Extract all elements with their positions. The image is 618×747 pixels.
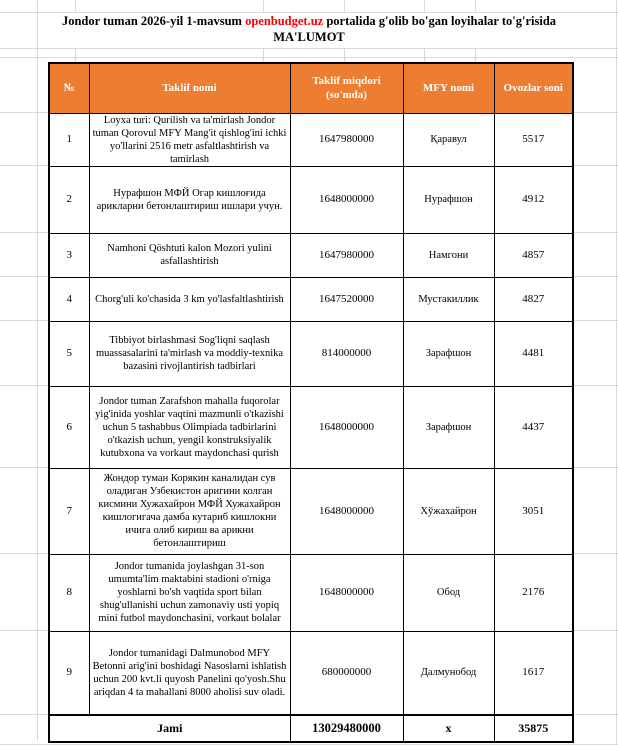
votes-cell: 1617 xyxy=(494,631,573,715)
gridline xyxy=(572,165,618,166)
gridline xyxy=(0,57,618,58)
title-line1 xyxy=(0,13,618,29)
amount-cell: 1648000000 xyxy=(290,554,403,631)
gridline xyxy=(344,48,345,62)
table-row xyxy=(49,554,573,631)
amount-cell: 1647980000 xyxy=(290,233,403,277)
amount-cell: 1648000000 xyxy=(290,166,403,233)
proposal-name-cell: Loyxa turi: Qurilish va ta'mirlash Jondor tuman Qorovul MFY Mang'it qishlog'ini ichki yo'llarini 2516 metr asfaltlashtirish va tamirlash xyxy=(89,113,290,166)
proposal-name-cell: Jondor tumanida joylashgan 31-son umumta'lim maktabini stadioni o'rniga yoshlarni bo'sh vaqtida sport bilan shug'ullanishi uchun zamonaviy usti yopiq mini futbol maydonchasini, vorkaut bolalar xyxy=(89,554,290,631)
amount-cell: 680000000 xyxy=(290,631,403,715)
title-line2: MA'LUMOT xyxy=(273,30,345,44)
gridline xyxy=(0,467,48,468)
row-number-cell: 3 xyxy=(49,233,89,277)
votes-cell: 5517 xyxy=(494,113,573,166)
amount-cell: 814000000 xyxy=(290,321,403,386)
total-mfy-cell: x xyxy=(403,715,494,742)
row-number-cell: 2 xyxy=(49,166,89,233)
table-header-row xyxy=(49,63,573,113)
votes-cell: 2176 xyxy=(494,554,573,631)
gridline xyxy=(263,0,264,12)
proposal-name-cell: Нурафшон МФЙ Огар кишлоғида арикларни бетонлаштириш ишлари учун. xyxy=(89,166,290,233)
header-no: № xyxy=(49,63,89,113)
proposal-name-cell: Жондор туман Корякин каналидан сув оладиган Узбекистон аригини колган кисмини Хужахайрон МФЙ Хужахайрон кишлогигача дамба кутариб кишлокни ичига олиб кириш ва арикни бетонлаштириш xyxy=(89,468,290,554)
proposal-name-cell: Chorg'uli ko'chasida 3 km yo'lasfaltlashtirish xyxy=(89,277,290,321)
total-label-cell: Jami xyxy=(49,715,290,742)
total-row xyxy=(49,715,573,742)
table-row xyxy=(49,233,573,277)
table-row xyxy=(49,631,573,715)
table-row xyxy=(49,277,573,321)
votes-cell: 3051 xyxy=(494,468,573,554)
row-number-cell: 4 xyxy=(49,277,89,321)
gridline xyxy=(75,48,76,62)
proposal-name-cell: Namhoni Qöshtuti kalon Mozori yulini asfallashtirish xyxy=(89,233,290,277)
votes-cell: 4827 xyxy=(494,277,573,321)
table-row xyxy=(49,386,573,468)
mfy-cell: Нурафшон xyxy=(403,166,494,233)
gridline xyxy=(572,714,618,715)
gridline xyxy=(572,630,618,631)
table-row xyxy=(49,113,573,166)
mfy-cell: Мустакиллик xyxy=(403,277,494,321)
mfy-cell: Обод xyxy=(403,554,494,631)
title-part2: portalida g'olib bo'gan loyihalar to'g'risida xyxy=(323,14,557,28)
gridline xyxy=(572,320,618,321)
total-votes-cell: 35875 xyxy=(494,715,573,742)
projects-table xyxy=(48,62,574,743)
votes-cell: 4912 xyxy=(494,166,573,233)
gridline xyxy=(572,467,618,468)
proposal-name-cell: Tibbiyot birlashmasi Sog'liqni saqlash muassasalarini ta'mirlash va moddiy-texnika bazasini rivojlantirish tadbirlari xyxy=(89,321,290,386)
gridline xyxy=(0,320,48,321)
gridline xyxy=(572,276,618,277)
amount-cell: 1648000000 xyxy=(290,386,403,468)
gridline xyxy=(75,0,76,12)
gridline xyxy=(0,112,48,113)
mfy-cell: Зарафшон xyxy=(403,386,494,468)
openbudget-link-text: openbudget.uz xyxy=(245,14,324,28)
gridline xyxy=(572,232,618,233)
votes-cell: 4857 xyxy=(494,233,573,277)
gridline xyxy=(0,385,48,386)
amount-cell: 1647980000 xyxy=(290,113,403,166)
row-number-cell: 1 xyxy=(49,113,89,166)
total-amount-cell: 13029480000 xyxy=(290,715,403,742)
table-row xyxy=(49,468,573,554)
proposal-name-cell: Jondor tumanidagi Dalmunobod MFY Betonni arig'ini boshidagi Nasoslarni ishlatish uchun 200 kvt.li quyosh Panelini qo'yosh.Shu ariqdan 4 ta mahallani 8000 aholisi suv oladi. xyxy=(89,631,290,715)
gridline xyxy=(0,553,48,554)
row-number-cell: 6 xyxy=(49,386,89,468)
votes-cell: 4437 xyxy=(494,386,573,468)
votes-cell: 4481 xyxy=(494,321,573,386)
gridline xyxy=(344,0,345,12)
title-part1: Jondor tuman 2026-yil 1-mavsum xyxy=(61,14,246,28)
header-amount: Taklif miqdori (so'mda) xyxy=(290,63,403,113)
gridline xyxy=(572,112,618,113)
mfy-cell: Хўжахайрон xyxy=(403,468,494,554)
gridline xyxy=(424,0,425,12)
row-number-cell: 8 xyxy=(49,554,89,631)
gridline xyxy=(475,0,476,12)
row-number-cell: 5 xyxy=(49,321,89,386)
gridline xyxy=(0,276,48,277)
gridline xyxy=(0,630,48,631)
mfy-cell: Далмунобод xyxy=(403,631,494,715)
mfy-cell: Зарафшон xyxy=(403,321,494,386)
table-row xyxy=(49,166,573,233)
page-title xyxy=(0,13,618,45)
gridline xyxy=(424,48,425,62)
gridline xyxy=(0,744,618,745)
row-number-cell: 7 xyxy=(49,468,89,554)
header-mfy: MFY nomi xyxy=(403,63,494,113)
row-number-cell: 9 xyxy=(49,631,89,715)
header-votes: Ovozlar soni xyxy=(494,63,573,113)
table-row xyxy=(49,321,573,386)
header-name: Taklif nomi xyxy=(89,63,290,113)
gridline xyxy=(475,48,476,62)
mfy-cell: Намгони xyxy=(403,233,494,277)
amount-cell: 1648000000 xyxy=(290,468,403,554)
gridline xyxy=(263,48,264,62)
amount-cell: 1647520000 xyxy=(290,277,403,321)
gridline xyxy=(572,553,618,554)
gridline xyxy=(0,165,48,166)
proposal-name-cell: Jondor tuman Zarafshon mahalla fuqorolar yig'inida yoshlar vaqtini mazmunli o'tkazishi uchun 5 tashabbus Olimpiada tadbirlarini o'tkazish uchun, yengil konstruksiyalik kutubxona va vorkaut maydonchasi qurish xyxy=(89,386,290,468)
gridline xyxy=(0,232,48,233)
gridline xyxy=(572,385,618,386)
gridline xyxy=(0,714,48,715)
mfy-cell: Қаравул xyxy=(403,113,494,166)
gridline xyxy=(0,48,618,49)
